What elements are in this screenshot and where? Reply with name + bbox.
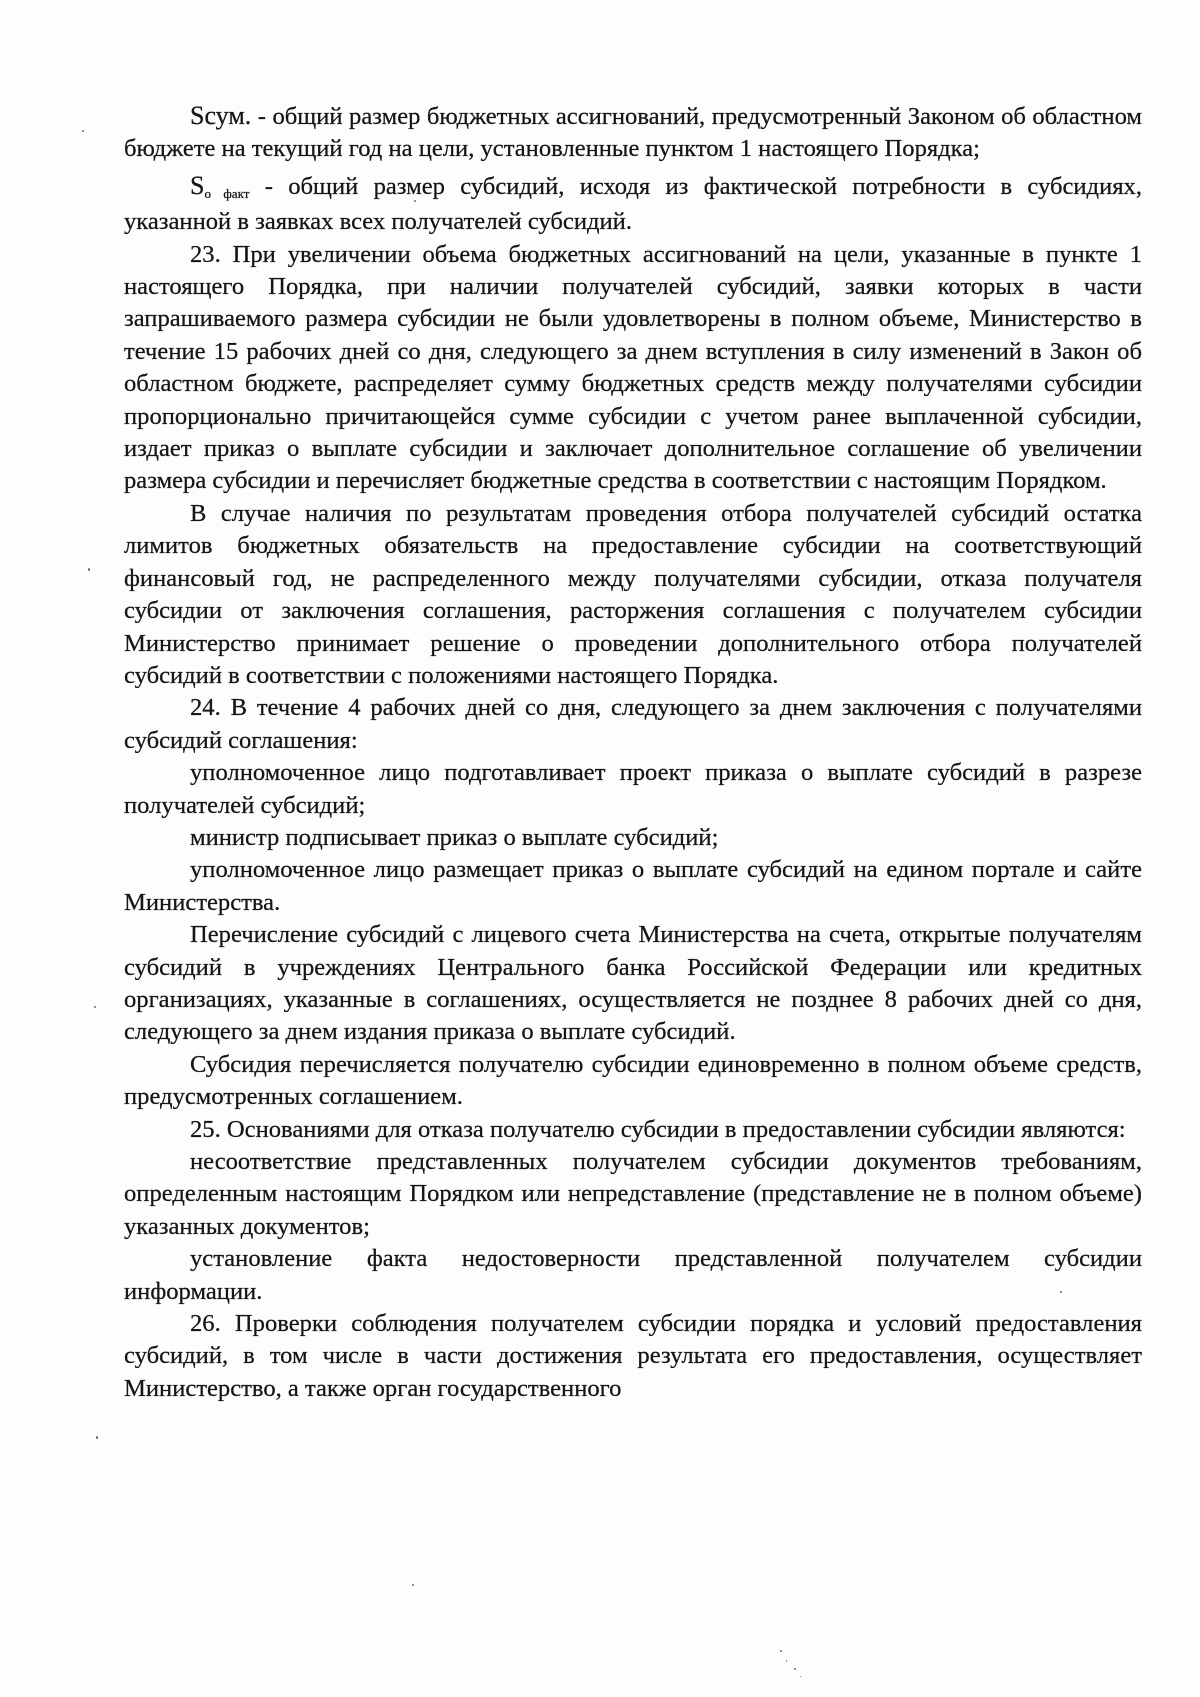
scan-speck bbox=[82, 130, 84, 132]
scan-speck bbox=[1060, 1291, 1062, 1293]
paragraph-25-item-2: установление факта недостоверности представленной получателем субсидии информации. bbox=[124, 1245, 1142, 1305]
paragraph-23-additional-selection: В случае наличия по результатам проведения отбора получателей субсидий остатка лимитов бюджетных обязательств на предоставление субсидии на соответствующий финансовый год, не распределенного между получателями субсидии, отказа получателя субсидии от заключения соглашения, расторжения соглашения с получателем субсидии Министерство принимает решение о проведении дополнительного отбора получателей субсидий в соответствии с положениями настоящего Порядка. bbox=[124, 499, 1142, 689]
scan-speck bbox=[96, 1436, 98, 1439]
paragraph-25-item-1: несоответствие представленных получателем субсидии документов требованиям, определенным настоящим Порядком или непредставление (представление не в полном объеме) указанных документов; bbox=[124, 1148, 1142, 1240]
paragraph-s-fact-text: - общий размер субсидий, исходя из фактической потребности в субсидиях, указанной в заявках всех получателей субсидий. bbox=[124, 172, 1142, 236]
symbol-s-fact: S bbox=[190, 170, 205, 200]
scan-speck bbox=[786, 1660, 787, 1662]
scan-speck bbox=[414, 200, 416, 202]
paragraph-24-item-3: уполномоченное лицо размещает приказ о выплате субсидий на едином портале и сайте Министерства. bbox=[124, 856, 1142, 916]
scan-speck bbox=[800, 1676, 801, 1677]
paragraph-s-sum bbox=[124, 100, 1142, 166]
paragraph-25: 25. Основаниями для отказа получателю субсидии в предоставлении субсидии являются: bbox=[190, 1115, 1126, 1143]
scan-speck bbox=[94, 1006, 96, 1008]
document-body bbox=[124, 100, 1142, 1405]
paragraph-26: 26. Проверки соблюдения получателем субсидии порядка и условий предоставления субсидий, в том числе в части достижения результата его предоставления, осуществляет Министерство, а также орган государственного bbox=[124, 1310, 1142, 1402]
paragraph-s-sum-text: - общий размер бюджетных ассигнований, предусмотренный Законом об областном бюджете на текущий год на цели, установленные пунктом 1 настоящего Порядка; bbox=[124, 103, 1142, 163]
paragraph-24-item-2: министр подписывает приказ о выплате субсидий; bbox=[190, 823, 719, 851]
paragraph-s-fact bbox=[124, 170, 1142, 239]
paragraph-24-item-1: уполномоченное лицо подготавливает проект приказа о выплате субсидий в разрезе получателей субсидий; bbox=[124, 759, 1142, 819]
scan-speck bbox=[780, 1650, 782, 1652]
symbol-s-fact-subscript: о факт bbox=[204, 185, 250, 201]
symbol-s-sum: Sсум. bbox=[190, 101, 252, 130]
paragraph-24-transfer: Перечисление субсидий с лицевого счета Министерства на счета, открытые получателям субсидий в учреждениях Центрального банка Российской Федерации или кредитных организациях, указанные в соглашениях, осуществляется не позднее 8 рабочих дней со дня, следующего за днем издания приказа о выплате субсидий. bbox=[124, 921, 1142, 1046]
paragraph-24-lump-sum: Субсидия перечисляется получателю субсидии единовременно в полном объеме средств, предусмотренных соглашением. bbox=[124, 1050, 1142, 1111]
paragraph-24: 24. В течение 4 рабочих дней со дня, следующего за днем заключения с получателями субсидий соглашения: bbox=[124, 694, 1142, 754]
paragraph-23: 23. При увеличении объема бюджетных ассигнований на цели, указанные в пункте 1 настоящего Порядка, при наличии получателей субсидий, заявки которых в части запрашиваемого размера субсидии не были удовлетворены в полном объеме, Министерство в течение 15 рабочих дней со дня, следующего за днем вступления в силу изменений в Закон об областном бюджете, распределяет сумму бюджетных средств между получателями субсидии пропорционально причитающейся сумме субсидии с учетом ранее выплаченной субсидии, издает приказ о выплате субсидии и заключает дополнительное соглашение об увеличении размера субсидии и перечисляет бюджетные средства в соответствии с настоящим Порядком. bbox=[124, 240, 1142, 495]
scan-speck bbox=[412, 1584, 414, 1586]
scan-speck bbox=[794, 1668, 796, 1670]
scan-speck bbox=[88, 568, 90, 571]
